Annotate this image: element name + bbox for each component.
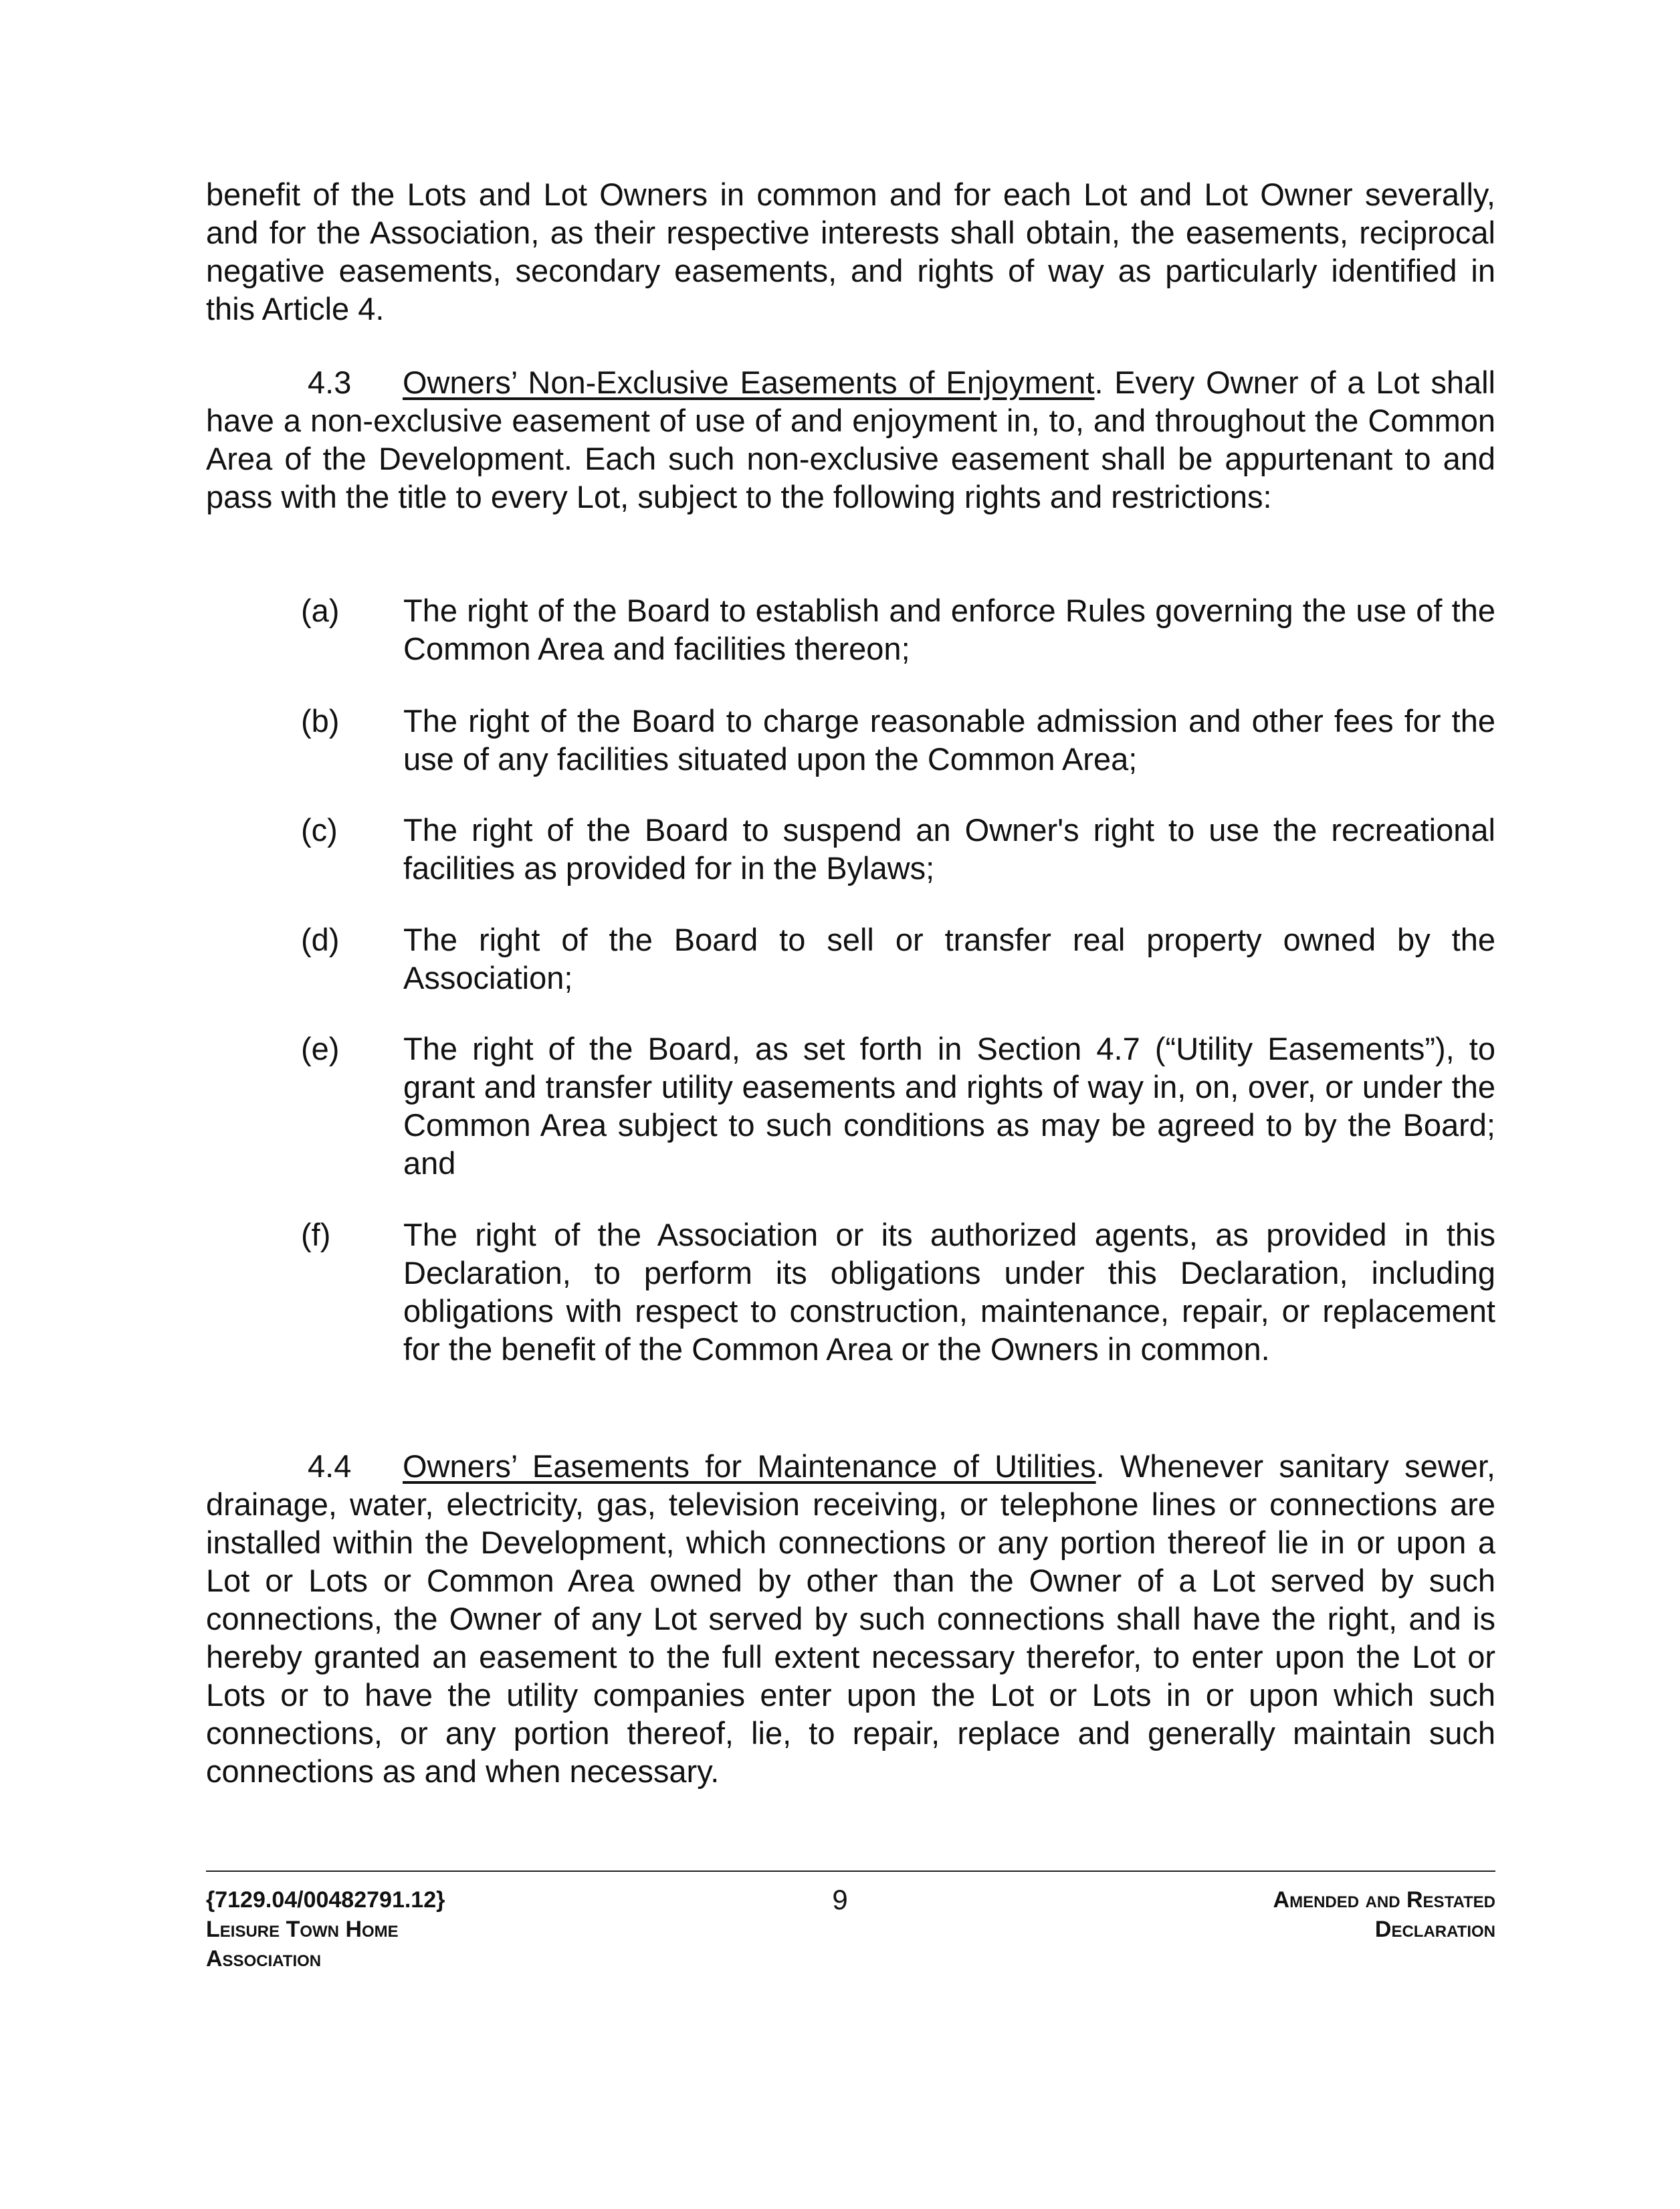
list-item-letter: (a)	[301, 593, 340, 628]
section-4-3-number: 4.3	[308, 365, 352, 400]
list-item-text: The right of the Board to suspend an Owner's right to use the recreational facilities as provided for in the Bylaws;	[403, 812, 1495, 886]
list-item-text: The right of the Board to sell or transfer real property owned by the Association;	[403, 922, 1495, 995]
footer-doc-title-line2: Declaration	[1374, 1917, 1495, 1942]
footer-doc-id: {7129.04/00482791.12}	[206, 1887, 445, 1913]
list-item-letter: (b)	[301, 703, 340, 739]
list-item-letter: (f)	[301, 1217, 331, 1252]
footer-right	[1027, 1885, 1495, 1944]
list-item-text: The right of the Board, as set forth in Section 4.7 (“Utility Easements”), to grant and transfer utility easements and rights of way in, on, over, or under the Common Area subject to such conditions as may be agreed to by the Board; and	[403, 1031, 1495, 1181]
section-4-3-heading-punct: .	[1094, 365, 1104, 400]
list-item-letter: (d)	[301, 922, 340, 957]
section-4-3-body: Every Owner of a Lot shall have a non-exclusive easement of use of and enjoyment in, to, and throughout the Common Area of the Development. Each such non-exclusive easement shall be appurtenant to and pass with the title to every Lot, subject to the following rights and restrictions:	[206, 365, 1495, 514]
section-4-4-number: 4.4	[308, 1448, 352, 1484]
list-item-letter: (e)	[301, 1031, 340, 1066]
intro-paragraph: benefit of the Lots and Lot Owners in common and for each Lot and Lot Owner severally, and for the Association, as their respective interests shall obtain, the easements, reciprocal negative easements, secondary easements, and rights of way as particularly identified in this Article 4.	[206, 177, 1495, 326]
section-4-3-heading: Owners’ Non-Exclusive Easements of Enjoyment	[403, 365, 1095, 400]
list-item-text: The right of the Board to establish and enforce Rules governing the use of the Common Area and facilities thereon;	[403, 593, 1495, 666]
footer-association-word: Association	[206, 1946, 322, 1972]
page-number: 9	[832, 1884, 848, 1915]
section-4-4-paragraph	[206, 1447, 1495, 1790]
section-4-4-heading-punct: .	[1095, 1448, 1105, 1484]
list-item-letter: (c)	[301, 812, 338, 848]
list-item-text: The right of the Association or its authorized agents, as provided in this Declaration, to perform its obligations under this Declaration, including obligations with respect to construction, maintenance, repair, or replacement for the benefit of the Common Area or the Owners in common.	[403, 1217, 1495, 1367]
footer-left	[206, 1885, 674, 1974]
footer-divider	[206, 1870, 1495, 1872]
section-4-4-body: Whenever sanitary sewer, drainage, water, electricity, gas, television receiving, or telephone lines or connections are installed within the Development, which connections or any portion thereof lie in or upon a Lot or Lots or Common Area owned by other than the Owner of a Lot served by such connections, the Owner of any Lot served by such connections shall have the right, and is hereby granted an easement to the full extent necessary therefor, to enter upon the Lot or Lots or to have the utility companies enter upon the Lot or Lots in or upon which such connections, or any portion thereof, lie, to repair, replace and generally maintain such connections as and when necessary.	[206, 1448, 1495, 1789]
footer-association-name: Leisure Town Home	[206, 1917, 399, 1942]
footer-doc-title-line1: Amended and Restated	[1273, 1887, 1495, 1913]
list-item-text: The right of the Board to charge reasonable admission and other fees for the use of any facilities situated upon the Common Area;	[403, 703, 1495, 777]
section-4-3-paragraph	[206, 363, 1495, 516]
section-4-4-heading: Owners’ Easements for Maintenance of Utilities	[403, 1448, 1096, 1484]
